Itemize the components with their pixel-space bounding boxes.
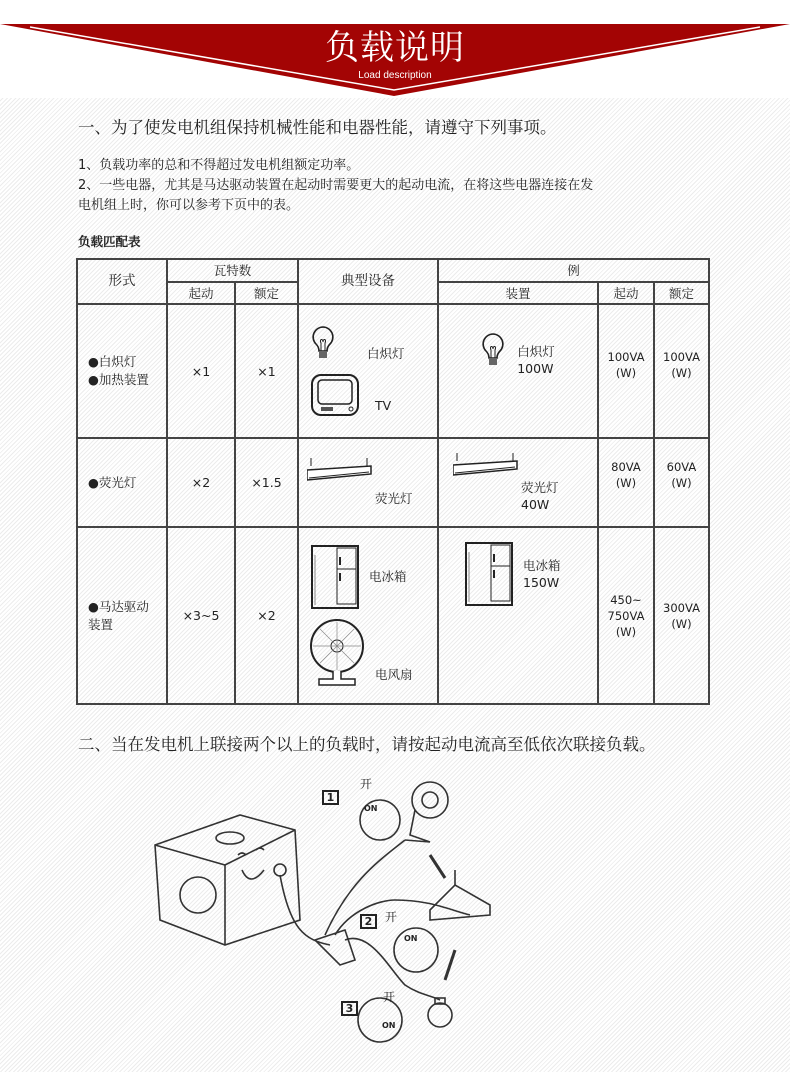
example-power: 40W <box>521 496 550 512</box>
example-label: 白炽灯 <box>517 344 555 359</box>
table-row <box>77 527 709 704</box>
table-row <box>77 304 709 438</box>
generator-connection-illustration <box>130 770 530 1070</box>
example-rated-value: 300VA <box>663 600 700 615</box>
form-label: ●荧光灯 <box>77 438 167 527</box>
example-label: 荧光灯 <box>521 479 559 495</box>
start-multiplier: ×2 <box>167 438 235 527</box>
rule-item: 电机组上时，你可以参考下页中的表。 <box>78 198 300 213</box>
section1-heading: 一、为了使发电机组保持机械性能和电器性能，请遵守下列事项。 <box>78 118 557 137</box>
example-start-value: 100VA <box>607 350 645 364</box>
header-example: 例 <box>438 259 709 282</box>
header-form: 形式 <box>77 259 167 304</box>
step-number-1: 1 <box>322 790 339 805</box>
light-bulb-icon <box>481 332 507 368</box>
light-bulb-icon <box>428 998 452 1027</box>
header-typical: 典型设备 <box>298 259 438 304</box>
section2-heading: 二、当在发电机上联接两个以上的负载时，请按起动电流高至低依次联接负载。 <box>78 735 656 754</box>
device-label: 荧光灯 <box>375 491 413 506</box>
rule-item: 2、一些电器，尤其是马达驱动装置在起动时需要更大的起动电流，在将这些电器连接在发 <box>78 178 594 193</box>
banner-subtitle: Load description <box>358 70 432 81</box>
example-start-unit: (W) <box>615 624 637 639</box>
start-multiplier: ×1 <box>167 304 235 438</box>
refrigerator-icon <box>311 545 359 609</box>
header-device: 装置 <box>438 282 598 304</box>
refrigerator-icon <box>465 542 513 606</box>
switch-on-2: ON <box>404 934 418 943</box>
fan-icon <box>405 782 448 842</box>
example-start-value: 750VA <box>607 608 645 623</box>
form-label: ●白炽灯 <box>88 354 137 369</box>
fluorescent-lamp-icon <box>307 458 373 482</box>
step-number-2: 2 <box>360 914 377 929</box>
device-label: TV <box>375 398 392 413</box>
device-label: 电风扇 <box>375 666 413 682</box>
banner-title: 负载说明 <box>325 28 465 68</box>
device-label: 白炽灯 <box>367 345 405 361</box>
example-label: 电冰箱 <box>523 558 561 573</box>
table-row <box>77 438 709 527</box>
rule-item: 1、负载功率的总和不得超过发电机组额定功率。 <box>78 158 360 173</box>
load-matching-table <box>76 258 710 705</box>
power-strip-icon <box>315 930 355 965</box>
example-rated-value: 100VA <box>663 350 700 364</box>
example-power: 100W <box>517 361 554 376</box>
form-label: ●马达驱动 <box>88 598 149 614</box>
header-ex-start: 起动 <box>598 282 654 304</box>
example-power: 150W <box>523 575 560 590</box>
switch-on-3: ON <box>382 1021 396 1030</box>
tv-icon <box>311 374 361 418</box>
rated-multiplier: ×2 <box>235 527 298 704</box>
start-multiplier: ×3~5 <box>167 527 235 704</box>
fluorescent-lamp-icon <box>453 453 519 477</box>
example-start-value: 450~ <box>610 592 642 607</box>
header-watts: 瓦特数 <box>167 259 298 282</box>
form-label: 装置 <box>88 616 114 632</box>
fan-icon <box>307 619 369 687</box>
example-rated-unit: (W) <box>671 476 692 490</box>
example-rated-unit: (W) <box>671 366 692 380</box>
switch-on-1: ON <box>364 804 378 813</box>
rated-multiplier: ×1.5 <box>235 438 298 527</box>
step-label-2: 开 <box>385 910 398 924</box>
step-number-3: 3 <box>341 1001 358 1016</box>
example-start-unit: (W) <box>615 476 637 490</box>
table-caption: 负载匹配表 <box>78 234 141 249</box>
step-label-1: 开 <box>360 777 373 791</box>
header-ex-rated: 额定 <box>654 282 709 304</box>
section1-list <box>78 156 593 216</box>
generator-icon <box>155 815 300 945</box>
example-rated-value: 60VA <box>666 460 697 474</box>
example-rated-unit: (W) <box>671 616 692 631</box>
step-label-3: 开 <box>383 990 396 1004</box>
header-rated: 额定 <box>235 282 298 304</box>
light-bulb-icon <box>311 325 337 361</box>
rated-multiplier: ×1 <box>235 304 298 438</box>
form-label: ●加热装置 <box>88 372 149 387</box>
header-start: 起动 <box>167 282 235 304</box>
example-start-value: 80VA <box>611 460 641 474</box>
device-label: 电冰箱 <box>369 569 407 584</box>
example-start-unit: (W) <box>615 366 637 380</box>
